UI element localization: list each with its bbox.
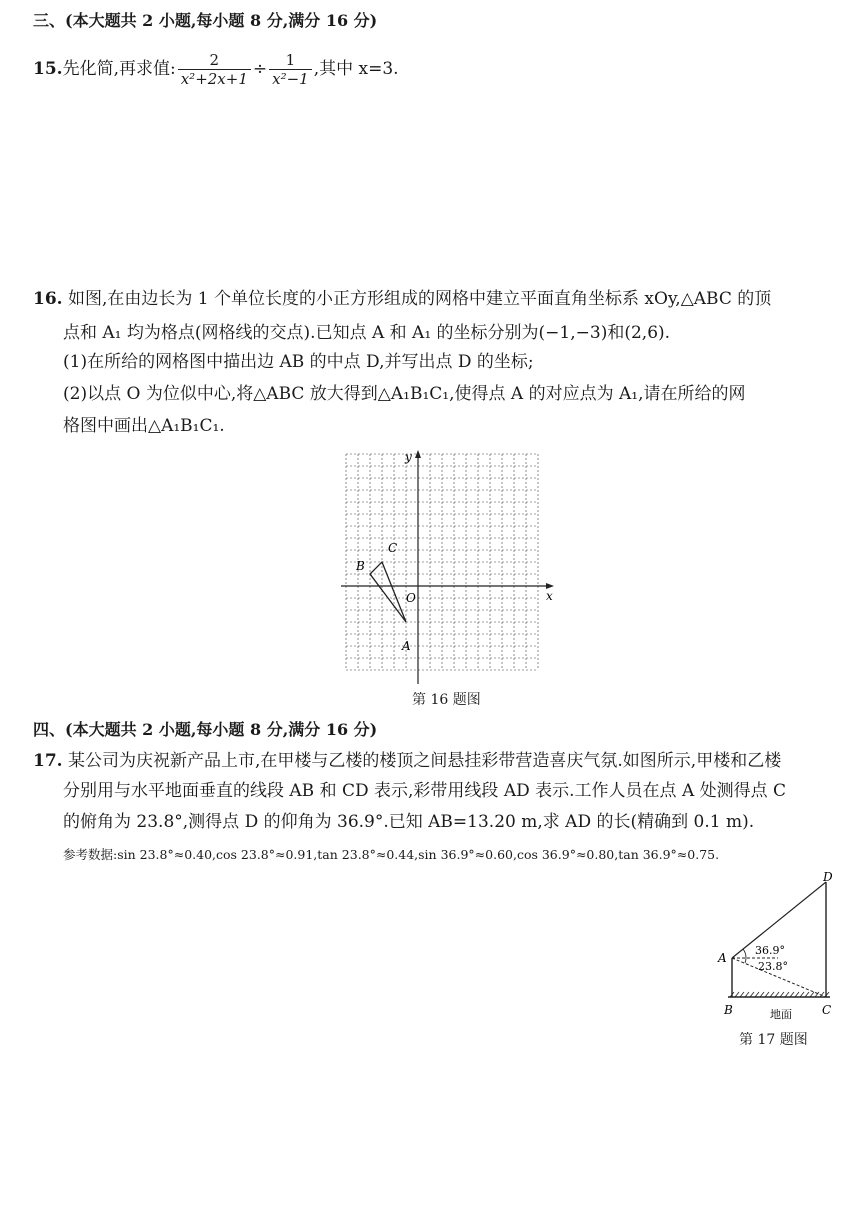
hatch-mark bbox=[810, 992, 814, 997]
origin-label: O bbox=[406, 591, 416, 605]
hatch-mark bbox=[795, 992, 799, 997]
hatch-mark bbox=[755, 992, 759, 997]
q16-line-2: 点和 A₁ 均为格点(网格线的交点).已知点 A 和 A₁ 的坐标分别为(−1,−3)和(2,6). bbox=[63, 323, 671, 343]
x-axis-label: x bbox=[546, 589, 553, 603]
q15-number: 15. bbox=[33, 59, 63, 79]
question-15 bbox=[33, 46, 399, 92]
ground-hatch bbox=[730, 992, 829, 997]
q16-line-1 bbox=[33, 289, 771, 309]
q17-line-1 bbox=[33, 751, 781, 771]
figure-16-caption: 第 16 题图 bbox=[412, 692, 481, 708]
q16-number: 16. bbox=[33, 289, 63, 309]
y-axis-label: y bbox=[405, 450, 412, 464]
q15-divide-sign: ÷ bbox=[252, 59, 268, 79]
hatch-mark bbox=[775, 992, 779, 997]
q16-part-2-line-1: (2)以点 O 为位似中心,将△ABC 放大得到△A₁B₁C₁,使得点 A 的对应点为 A₁,请在所给的网 bbox=[63, 384, 746, 404]
point-b-label-17: B bbox=[724, 1003, 733, 1017]
hatch-mark bbox=[790, 992, 794, 997]
q17-line-2: 分别用与水平地面垂直的线段 AB 和 CD 表示,彩带用线段 AD 表示.工作人员在点 A 处测得点 C bbox=[63, 781, 787, 801]
point-a-label: A bbox=[402, 639, 411, 653]
grid-lines bbox=[346, 454, 538, 670]
point-c-label-17: C bbox=[822, 1003, 832, 1017]
q16-text-1: 如图,在由边长为 1 个单位长度的小正方形组成的网格中建立平面直角坐标系 xOy,△ABC 的顶 bbox=[67, 289, 772, 309]
hatch-mark bbox=[785, 992, 789, 997]
hatch-mark bbox=[760, 992, 764, 997]
hatch-mark bbox=[780, 992, 784, 997]
angle-36-9-label: 36.9° bbox=[755, 944, 785, 957]
figure-17 bbox=[708, 868, 840, 1024]
q16-part-1: (1)在所给的网格图中描出边 AB 的中点 D,并写出点 D 的坐标; bbox=[63, 352, 534, 372]
point-d-label: D bbox=[823, 870, 833, 884]
hatch-mark bbox=[750, 992, 754, 997]
q15-fraction-2 bbox=[269, 51, 312, 88]
figure-17-caption: 第 17 题图 bbox=[739, 1032, 808, 1048]
q15-lead: 先化简,再求值: bbox=[62, 59, 176, 79]
q15-frac1-denominator: x²+2x+1 bbox=[180, 69, 248, 88]
hatch-mark bbox=[740, 992, 744, 997]
q15-tail: ,其中 x=3. bbox=[313, 59, 399, 79]
q17-number: 17. bbox=[33, 751, 63, 771]
q15-fraction-1 bbox=[178, 51, 251, 88]
q15-frac1-numerator: 2 bbox=[178, 51, 251, 70]
hatch-mark bbox=[765, 992, 769, 997]
q16-part-2-line-2: 格图中画出△A₁B₁C₁. bbox=[63, 416, 225, 436]
hatch-mark bbox=[805, 992, 809, 997]
angle-23-8-label: 23.8° bbox=[758, 960, 788, 973]
section-3-title: 三、(本大题共 2 小题,每小题 8 分,满分 16 分) bbox=[33, 11, 378, 30]
point-a-label-17: A bbox=[718, 951, 727, 965]
triangle-abc bbox=[370, 562, 406, 622]
q17-reference-data: 参考数据:sin 23.8°≈0.40,cos 23.8°≈0.91,tan 23.8°≈0.44,sin 36.9°≈0.60,cos 36.9°≈0.80,tan 36.9°≈0.75. bbox=[63, 847, 720, 862]
q17-line-3: 的俯角为 23.8°,测得点 D 的仰角为 36.9°.已知 AB=13.20 m,求 AD 的长(精确到 0.1 m). bbox=[63, 812, 755, 832]
figure-16-grid bbox=[335, 448, 560, 688]
q17-text-1: 某公司为庆祝新产品上市,在甲楼与乙楼的楼顶之间悬挂彩带营造喜庆气氛.如图所示,甲楼和乙楼 bbox=[67, 751, 782, 771]
hatch-mark bbox=[770, 992, 774, 997]
hatch-mark bbox=[745, 992, 749, 997]
hatch-mark bbox=[800, 992, 804, 997]
angle-arc-depression bbox=[745, 958, 746, 963]
q15-frac2-numerator: 1 bbox=[269, 51, 312, 70]
point-c-label: C bbox=[388, 541, 398, 555]
hatch-mark bbox=[735, 992, 739, 997]
point-b-label: B bbox=[356, 559, 365, 573]
section-4-title: 四、(本大题共 2 小题,每小题 8 分,满分 16 分) bbox=[33, 720, 378, 739]
angle-arc-elevation bbox=[743, 949, 746, 958]
q15-frac2-denominator: x²−1 bbox=[272, 69, 309, 88]
ground-label: 地面 bbox=[770, 1008, 792, 1021]
